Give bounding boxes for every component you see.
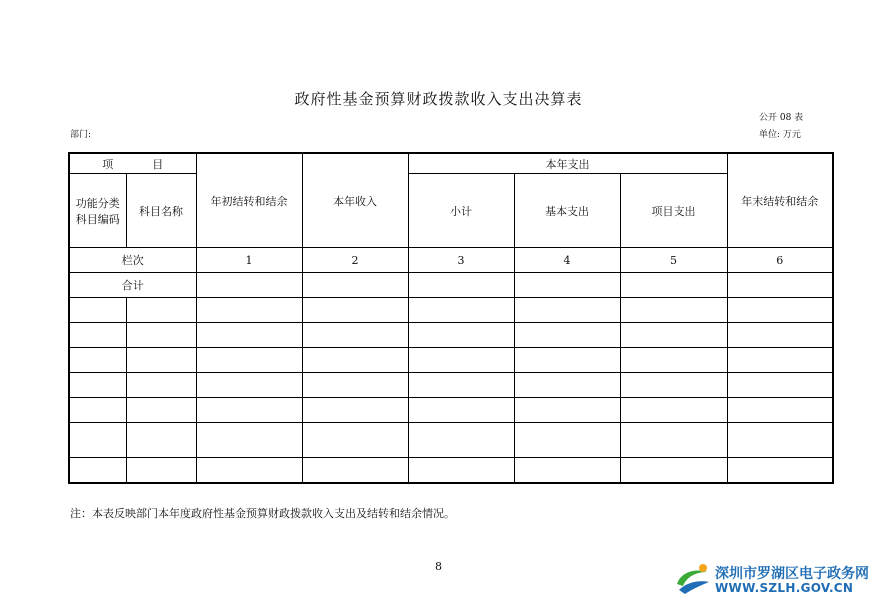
- table-cell: [302, 273, 408, 298]
- row-lanci-label: 栏次: [69, 248, 196, 273]
- col-number: 5: [620, 248, 727, 273]
- table-note: 注：本表反映部门本年度政府性基金预算财政拨款收入支出及结转和结余情况。: [70, 507, 455, 520]
- table-cell: [196, 273, 302, 298]
- site-name-cn: 深圳市罗湖区电子政务网: [715, 566, 869, 582]
- header-income: 本年收入: [302, 153, 408, 248]
- col-number: 3: [408, 248, 514, 273]
- szlh-logo-icon: [673, 562, 713, 596]
- document-title: 政府性基金预算财政拨款收入支出决算表: [294, 90, 583, 108]
- col-number: 6: [727, 248, 833, 273]
- table-cell: [514, 273, 620, 298]
- form-number: 公开 08 表: [759, 113, 804, 123]
- fund-budget-table: [68, 152, 834, 484]
- table-cell: [620, 273, 727, 298]
- table-row: [69, 323, 833, 348]
- table-cell: [727, 273, 833, 298]
- department-label: 部门:: [70, 130, 92, 140]
- unit-label: 单位: 万元: [759, 130, 801, 140]
- header-expenditure-group: 本年支出: [408, 153, 727, 174]
- header-subtotal: 小计: [408, 174, 514, 248]
- header-begin-balance: 年初结转和结余: [196, 153, 302, 248]
- table-row: [69, 423, 833, 458]
- col-number: 2: [302, 248, 408, 273]
- col-number: 1: [196, 248, 302, 273]
- table-row: [69, 398, 833, 423]
- header-item: 项 目: [69, 153, 196, 174]
- col-number: 4: [514, 248, 620, 273]
- site-watermark: [673, 560, 877, 604]
- row-total-label: 合计: [69, 273, 196, 298]
- header-subject-name: 科目名称: [126, 174, 196, 248]
- table-row: [69, 373, 833, 398]
- table-row: [69, 348, 833, 373]
- site-url: WWW.SZLH.GOV.CN: [715, 581, 854, 595]
- page-number: 8: [435, 560, 442, 573]
- table-row: [69, 458, 833, 484]
- table-row: [69, 298, 833, 323]
- header-end-balance: 年末结转和结余: [727, 153, 833, 248]
- header-basic-expenditure: 基本支出: [514, 174, 620, 248]
- header-project-expenditure: 项目支出: [620, 174, 727, 248]
- header-func-code: 功能分类科目编码: [69, 174, 126, 248]
- table-cell: [408, 273, 514, 298]
